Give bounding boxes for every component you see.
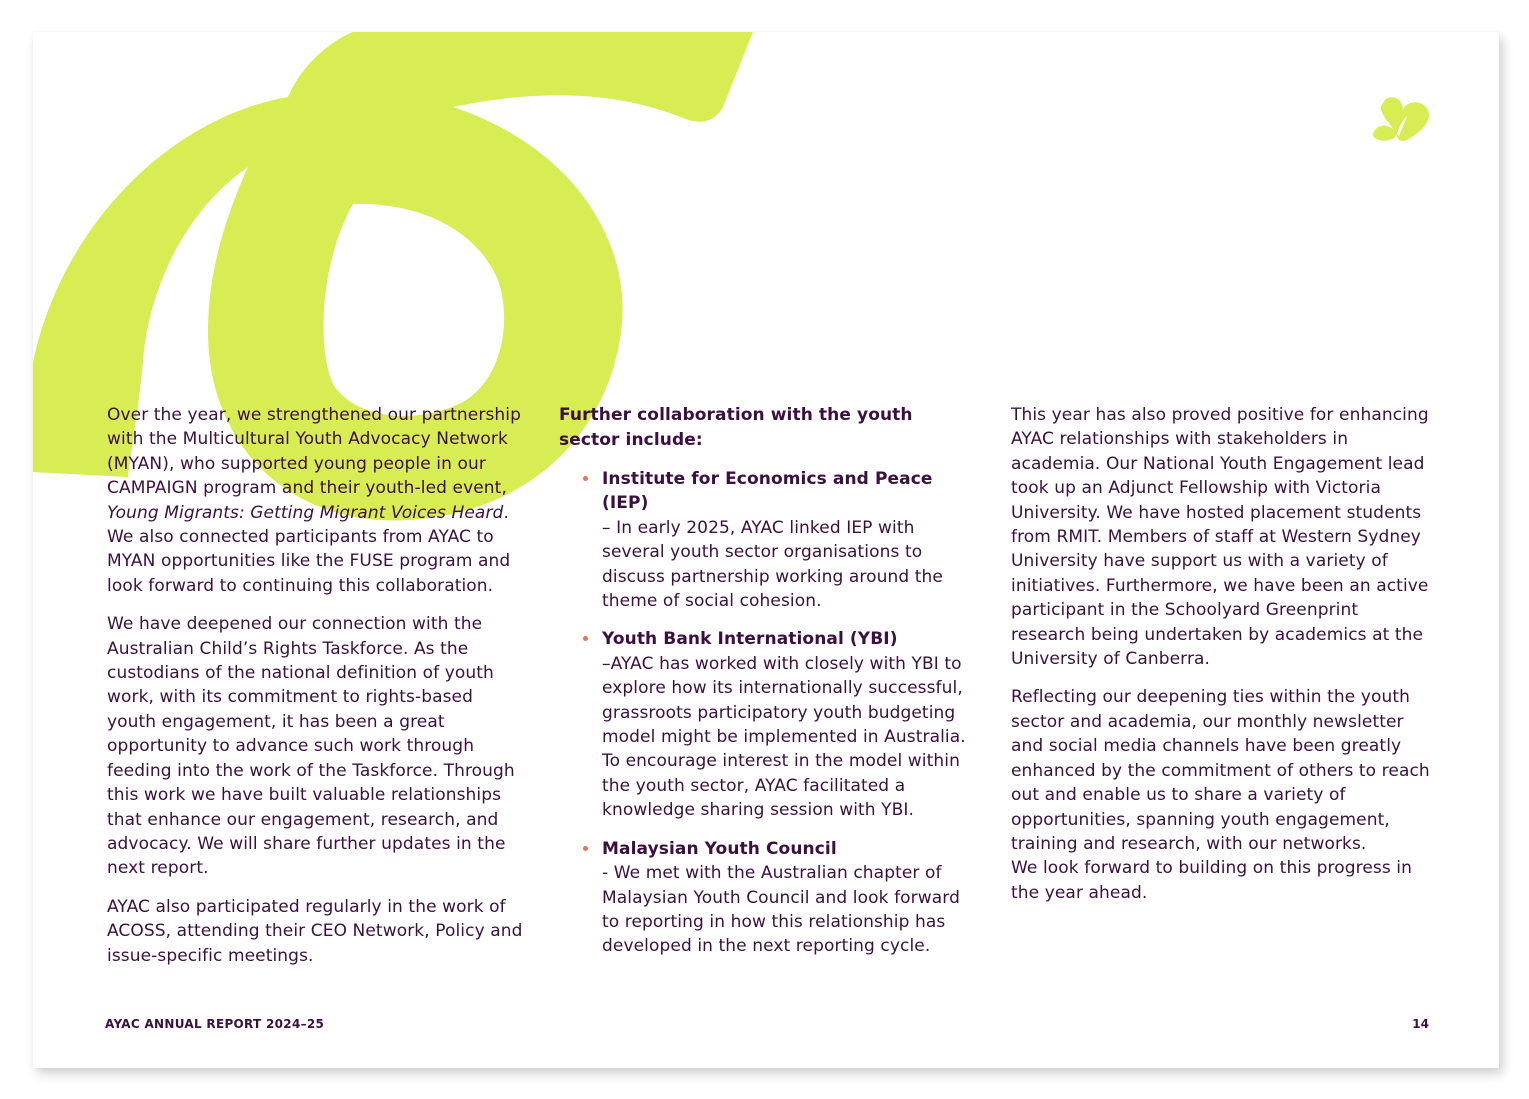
myan-paragraph (107, 403, 527, 598)
myan-text-end: . We also connected participants from AYAC to MYAN opportunities like the FUSE program and look forward to continuing this collaboration. (107, 502, 511, 596)
page-number: 14 (1412, 1017, 1429, 1031)
acoss-paragraph: AYAC also participated regularly in the work of ACOSS, attending their CEO Network, Policy and issue-specific meetings. (107, 896, 523, 966)
right-column (1011, 403, 1431, 919)
list-item-text: –AYAC has worked with closely with YBI to explore how its internationally successful, grassroots participatory youth budgeting model might be implemented in Australia. To encourage interest in the model within the youth sector, AYAC facilitated a knowledge sharing session with YBI. (602, 653, 966, 821)
collaboration-heading: Further collaboration with the youth sector include: (559, 405, 913, 450)
collaboration-list (559, 467, 979, 959)
list-item-text: - We met with the Australian chapter of Malaysian Youth Council and look forward to reporting in how this relationship has developed in the next reporting cycle. (602, 863, 960, 957)
middle-column (559, 403, 979, 973)
bullet-icon (583, 476, 588, 481)
newsletter-paragraph: Reflecting our deepening ties within the youth sector and academia, our monthly newsletter and social media channels have been greatly enhanced by the commitment of others to reach out and enable us to share a variety of opportunities, spanning youth engagement, training and research, with our networks. (1011, 687, 1430, 854)
list-item (559, 837, 979, 959)
bullet-icon (583, 846, 588, 851)
list-item-heading: Institute for Economics and Peace (IEP) (602, 469, 933, 514)
report-page (33, 32, 1499, 1068)
list-item (559, 467, 979, 613)
myan-text-part: Over the year, we strengthened our partnership with the Multicultural Youth Advocacy Network (MYAN), who supported young people in our CAMPAIGN program and their youth-led event, (107, 405, 521, 499)
report-title-footer: AYAC ANNUAL REPORT 2024–25 (105, 1017, 325, 1031)
bullet-icon (583, 636, 588, 641)
list-item-heading: Malaysian Youth Council (602, 838, 837, 859)
event-title-italic: Young Migrants: Getting Migrant Voices Heard (107, 502, 504, 523)
heart-leaf-logo-icon (1371, 94, 1437, 154)
academia-paragraph: This year has also proved positive for enhancing AYAC relationships with stakeholders in academia. Our National Youth Engagement lead took up an Adjunct Fellowship with Victoria University. We have hosted placement students from RMIT. Members of staff at Western Sydney University have support us with a variety of initiatives. Furthermore, we have been an active participant in the Schoolyard Greenprint research being undertaken by academics at the University of Canberra. (1011, 405, 1429, 670)
list-item (559, 627, 979, 822)
taskforce-paragraph: We have deepened our connection with the Australian Child’s Rights Taskforce. As the custodians of the national definition of youth work, with its commitment to rights-based youth engagement, it has been a great opportunity to advance such work through feeding into the work of the Taskforce. Through this work we have built valuable relationships that enhance our engagement, research, and advocacy. We will share further updates in the next report. (107, 614, 515, 879)
list-item-text: – In early 2025, AYAC linked IEP with several youth sector organisations to discuss partnership working around the theme of social cohesion. (602, 517, 943, 612)
list-item-heading: Youth Bank International (YBI) (602, 629, 898, 650)
closing-paragraph: We look forward to building on this progress in the year ahead. (1011, 858, 1412, 903)
left-column (107, 403, 527, 982)
